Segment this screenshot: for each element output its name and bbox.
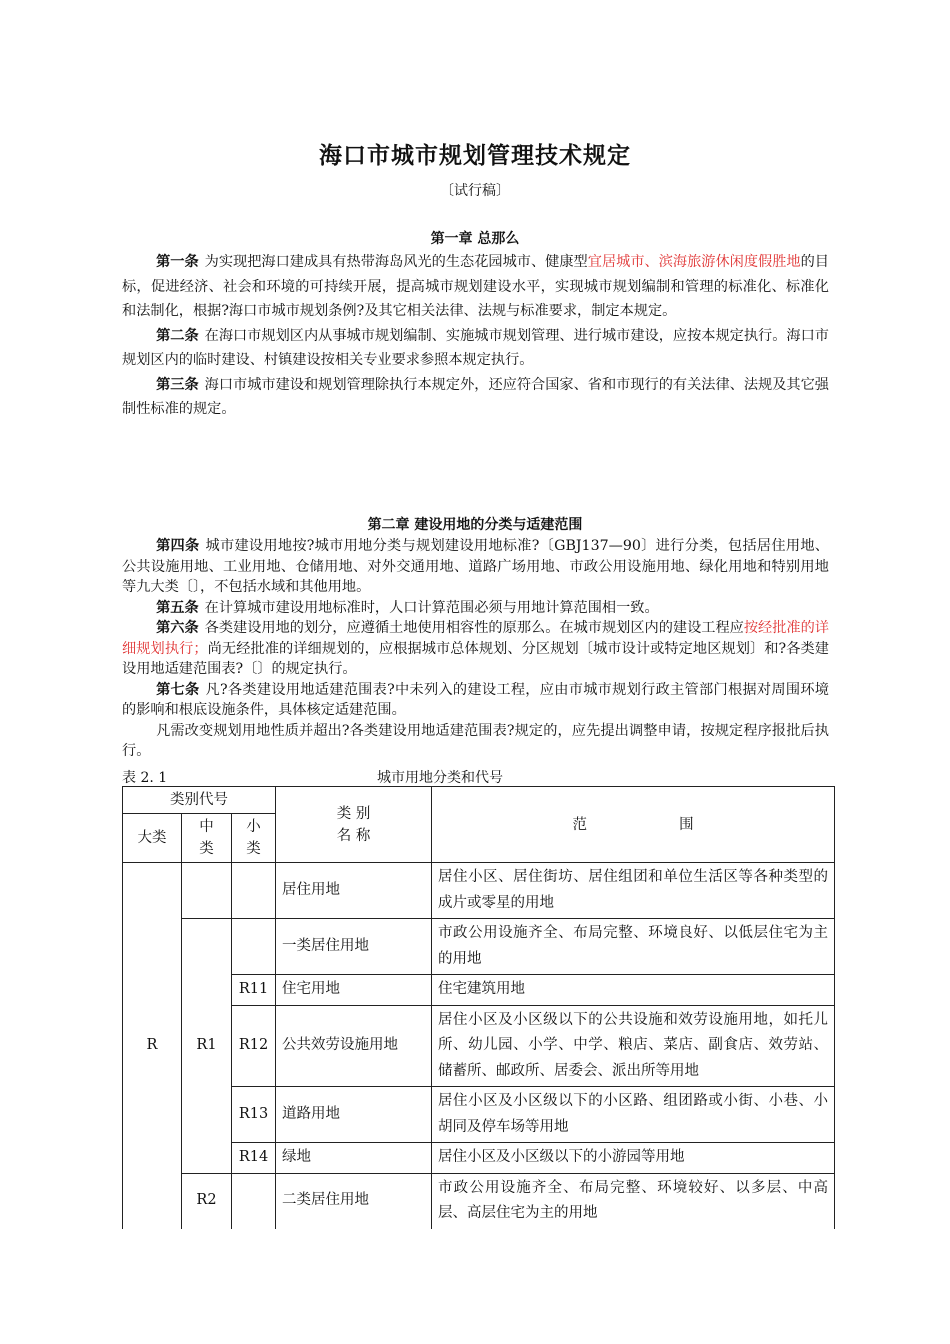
article-text: 为实现把海口建成具有热带海岛风光的生态花园城市、健康型 (204, 254, 588, 270)
header-code-group: 类别代号 (123, 787, 276, 814)
cell-minor: R14 (232, 1143, 276, 1174)
article-text: 城市建设用地按?城市用地分类与规划建设用地标准?〔GBJ137—90〕进行分类，包括居住用地、公共设施用地、工业用地、仓储用地、对外交通用地、道路广场用地、市政公用设施用地、绿化用地和特别用地等九大类〔〕，不包括水域和其他用地。 (122, 538, 829, 595)
cell-middle: R2 (182, 1173, 232, 1229)
article-label: 第一条 (156, 254, 199, 270)
table-number: 表 2. 1 (122, 770, 168, 786)
article-label: 第二条 (156, 327, 199, 344)
cell-minor: R11 (232, 975, 276, 1006)
cell-scope: 市政公用设施齐全、布局完整、环境良好、以低层住宅为主的用地 (432, 919, 835, 975)
cell-name: 居住用地 (276, 863, 432, 919)
cell-scope: 居住小区及小区级以下的公共设施和效劳设施用地，如托儿所、幼儿园、小学、中学、粮店、菜店、副食店、效劳站、储蓄所、邮政所、居委会、派出所等用地 (432, 1005, 835, 1087)
header-minor: 小 类 (232, 814, 276, 863)
article-text: 的目标，促进经济、社会和环境的可持续开展，提高城市规划建设水平，实现城市规划编制和管理的标准化、标准化和法制化，根据?海口市城市规划条例?及其它相关法律、法规与标准要求，制定本规定。 (122, 254, 829, 319)
article-label: 第七条 (156, 681, 200, 698)
article-4 (122, 536, 829, 598)
cell-middle: R1 (182, 919, 232, 1174)
article-1 (122, 250, 829, 324)
cell-minor: R13 (232, 1087, 276, 1143)
cell-minor: R12 (232, 1005, 276, 1087)
cell-scope: 住宅建筑用地 (432, 975, 835, 1006)
cell-name: 住宅用地 (276, 975, 432, 1006)
cell-middle (182, 863, 232, 919)
table-title: 城市用地分类和代号 (377, 770, 503, 786)
cell-scope: 居住小区及小区级以下的小区路、组团路或小街、小巷、小胡同及停车场等用地 (432, 1087, 835, 1143)
article-text: 凡需改变规划用地性质并超出?各类建设用地适建范围表?规定的，应先提出调整申请，按规定程序报批后执行。 (122, 722, 829, 759)
header-middle: 中 类 (182, 814, 232, 863)
cell-major: R (123, 863, 182, 1229)
chapter-2-body (122, 536, 829, 762)
cell-minor (232, 863, 276, 919)
article-3 (122, 373, 829, 422)
article-text: 在海口市规划区内从事城市规划编制、实施城市规划管理、进行城市建设，应按本规定执行。海口市规划区内的临时建设、村镇建设按相关专业要求参照本规定执行。 (122, 327, 829, 368)
article-highlight: 按经批准的详细规划执行； (122, 620, 829, 657)
article-label: 第三条 (156, 376, 199, 393)
article-text: 尚无经批准的详细规划的，应根据城市总体规划、分区规划〔城市设计或特定地区规划〕和?各类建设用地适建范围表?〔〕的规定执行。 (122, 640, 829, 677)
header-major: 大类 (123, 814, 182, 863)
article-text: 凡?各类建设用地适建范围表?中未列入的建设工程，应由市城市规划行政主管部门根据对周围环境的影响和根底设施条件，具体核定适建范围。 (122, 681, 829, 718)
article-5 (122, 598, 829, 619)
cell-minor (232, 919, 276, 975)
table-row (123, 919, 835, 975)
table-caption (122, 767, 829, 785)
chapter-2-heading: 第二章 建设用地的分类与适建范围 (367, 517, 583, 533)
land-use-table (122, 786, 835, 1229)
cell-scope: 居住小区及小区级以下的小游园等用地 (432, 1143, 835, 1174)
cell-name: 公共效劳设施用地 (276, 1005, 432, 1087)
article-2 (122, 324, 829, 373)
article-text: 各类建设用地的划分，应遵循土地使用相容性的原那么。在城市规划区内的建设工程应 (204, 620, 744, 636)
article-7 (122, 680, 829, 721)
article-label: 第五条 (156, 599, 199, 616)
article-text: 海口市城市建设和规划管理除执行本规定外，还应符合国家、省和市现行的有关法律、法规及其它强制性标准的规定。 (122, 376, 829, 417)
cell-name: 绿地 (276, 1143, 432, 1174)
article-label: 第六条 (156, 620, 199, 636)
cell-scope: 市政公用设施齐全、布局完整、环境较好、以多层、中高层、高层住宅为主的用地 (432, 1173, 835, 1229)
article-highlight: 宜居城市、滨海旅游休闲度假胜地 (587, 254, 801, 270)
table-row (123, 1173, 835, 1229)
cell-name: 道路用地 (276, 1087, 432, 1143)
document-title: 海口市城市规划管理技术规定 (319, 143, 631, 169)
article-text: 在计算城市建设用地标准时，人口计算范围必须与用地计算范围相一致。 (204, 599, 659, 616)
article-label: 第四条 (156, 538, 200, 554)
cell-minor (232, 1173, 276, 1229)
header-scope: 范 围 (432, 787, 835, 863)
cell-name: 一类居住用地 (276, 919, 432, 975)
cell-name: 二类居住用地 (276, 1173, 432, 1229)
article-6 (122, 618, 829, 680)
table-row (123, 863, 835, 919)
chapter-1-body (122, 250, 829, 422)
table-header-row (123, 787, 835, 814)
article-7-supplement (122, 721, 829, 762)
cell-scope: 居住小区、居住街坊、居住组团和单位生活区等各种类型的成片或零星的用地 (432, 863, 835, 919)
header-name: 类 别 名 称 (276, 787, 432, 863)
document-subtitle: 〔试行稿〕 (440, 183, 510, 199)
chapter-1-heading: 第一章 总那么 (430, 231, 520, 247)
